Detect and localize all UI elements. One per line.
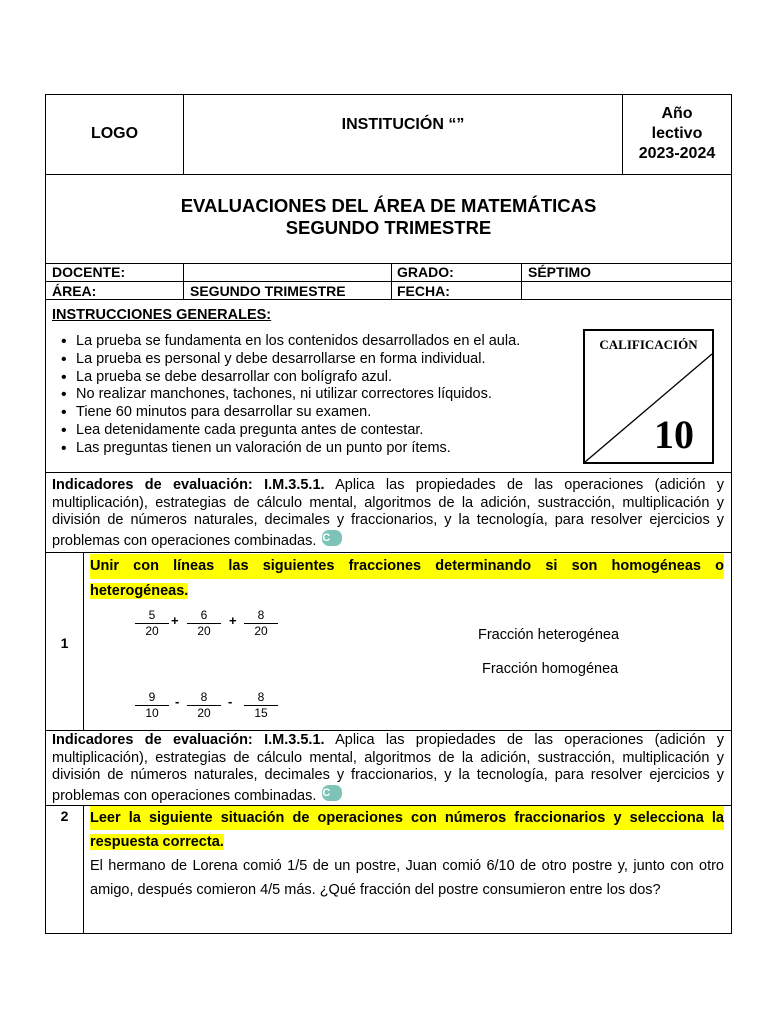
comment-icon[interactable]: C [322, 530, 342, 546]
title-line-2: SEGUNDO TRIMESTRE [285, 217, 492, 238]
fraction [242, 609, 280, 638]
plus-operator: + [229, 613, 237, 628]
instruction-item: • Las preguntas tienen un valoración de un punto por ítems. [51, 440, 576, 458]
instruction-item: • Tiene 60 minutos para desarrollar su examen. [51, 404, 576, 422]
comment-icon[interactable]: C [322, 785, 342, 801]
indicator-body: Aplica las propiedades de las operaciones (adición y multiplicación), estrategias de cálculo mental, algoritmos de la adición, sustracción, multiplicación y división de números naturales, decimales y fraccionarios, y la tecnología, para resolver ejercicios y problemas con operaciones combinadas. [52, 477, 724, 550]
fraction-numerator: 8 [257, 608, 265, 622]
fraction-numerator: 5 [148, 608, 156, 622]
indicator-prefix: Indicadores de evaluación: I.M.3.5.1. [52, 732, 325, 748]
q1-prompt-line-2: heterogéneas. [90, 583, 189, 599]
docente-value-cell[interactable] [183, 263, 392, 282]
year-line-1: Año [661, 105, 693, 122]
school-year [622, 104, 732, 164]
q2-prompt-line-1: Leer la siguiente situación de operaciones con números fraccionarios y selecciona la [90, 806, 724, 830]
q2-body: El hermano de Lorena comió 1/5 de un postre, Juan comió 6/10 de otro postre y, junto con otro amigo, después comieron 4/5 más. ¿Qué fracción del postre consumieron entre los dos? [90, 858, 724, 898]
fraction-denominator: 20 [145, 624, 159, 638]
instructions-list [51, 333, 576, 458]
fraction-denominator: 10 [145, 706, 159, 720]
area-label: ÁREA: [52, 283, 97, 299]
fecha-label: FECHA: [397, 283, 450, 299]
q2-prompt [90, 806, 724, 854]
minus-operator: - [175, 694, 180, 709]
grade-box [583, 329, 714, 464]
fraction-denominator: 15 [254, 706, 268, 720]
logo-text: LOGO [90, 125, 139, 142]
q1-prompt [90, 554, 724, 604]
institution-text: INSTITUCIÓN “” [341, 116, 465, 133]
fraction [185, 609, 223, 638]
q2-prompt-line-2: respuesta correcta. [90, 834, 224, 850]
instruction-item: • No realizar manchones, tachones, ni utilizar correctores líquidos. [51, 386, 576, 404]
year-line-2: lectivo [651, 125, 703, 142]
fraction-denominator: 20 [254, 624, 268, 638]
indicator-text-1 [52, 477, 724, 551]
fraction [133, 691, 171, 720]
instruction-item: • Lea detenidamente cada pregunta antes de contestar. [51, 422, 576, 440]
fraction [133, 609, 171, 638]
q1-option-homogeneous[interactable]: Fracción homogénea [482, 661, 619, 677]
grade-label: CALIFICACIÓN [599, 337, 698, 352]
fraction [242, 691, 280, 720]
fraction-denominator: 20 [197, 624, 211, 638]
instructions-heading: INSTRUCCIONES GENERALES: [52, 307, 272, 323]
grado-value: SÉPTIMO [528, 264, 592, 280]
fecha-value-cell[interactable] [521, 281, 732, 300]
q2-number-cell [45, 805, 84, 934]
instruction-item: • La prueba se fundamenta en los contenidos desarrollados en el aula. [51, 333, 576, 351]
area-value: SEGUNDO TRIMESTRE [190, 283, 346, 299]
indicator-text-2 [52, 732, 724, 805]
year-line-3: 2023-2024 [638, 145, 716, 162]
instruction-item: • La prueba es personal y debe desarrollarse en forma individual. [51, 351, 576, 369]
grado-label: GRADO: [397, 264, 454, 280]
fraction-numerator: 8 [200, 690, 208, 704]
q2-number: 2 [60, 808, 69, 824]
grade-score: 10 [654, 412, 694, 457]
q1-number: 1 [60, 635, 69, 651]
header-institution-cell [183, 94, 623, 175]
plus-operator: + [171, 613, 179, 628]
page-title [45, 195, 732, 239]
title-line-1: EVALUACIONES DEL ÁREA DE MATEMÁTICAS [180, 195, 597, 216]
fraction-numerator: 6 [200, 608, 208, 622]
q1-prompt-line-1: Unir con líneas las siguientes fracciones determinando si son homogéneas o [90, 554, 724, 579]
instruction-item: • La prueba se debe desarrollar con bolígrafo azul. [51, 369, 576, 387]
minus-operator: - [228, 694, 233, 709]
indicator-body: Aplica las propiedades de las operaciones (adición y multiplicación), estrategias de cálculo mental, algoritmos de la adición, sustracción, multiplicación y división de números naturales, decimales y fraccionarios, y la tecnología, para resolver ejercicios y problemas con operaciones combinadas. [52, 732, 724, 804]
fraction [185, 691, 223, 720]
docente-label: DOCENTE: [52, 264, 126, 280]
fraction-numerator: 9 [148, 690, 156, 704]
indicator-prefix: Indicadores de evaluación: I.M.3.5.1. [52, 477, 325, 493]
fraction-denominator: 20 [197, 706, 211, 720]
q1-option-heterogeneous[interactable]: Fracción heterogénea [478, 627, 620, 643]
fraction-numerator: 8 [257, 690, 265, 704]
